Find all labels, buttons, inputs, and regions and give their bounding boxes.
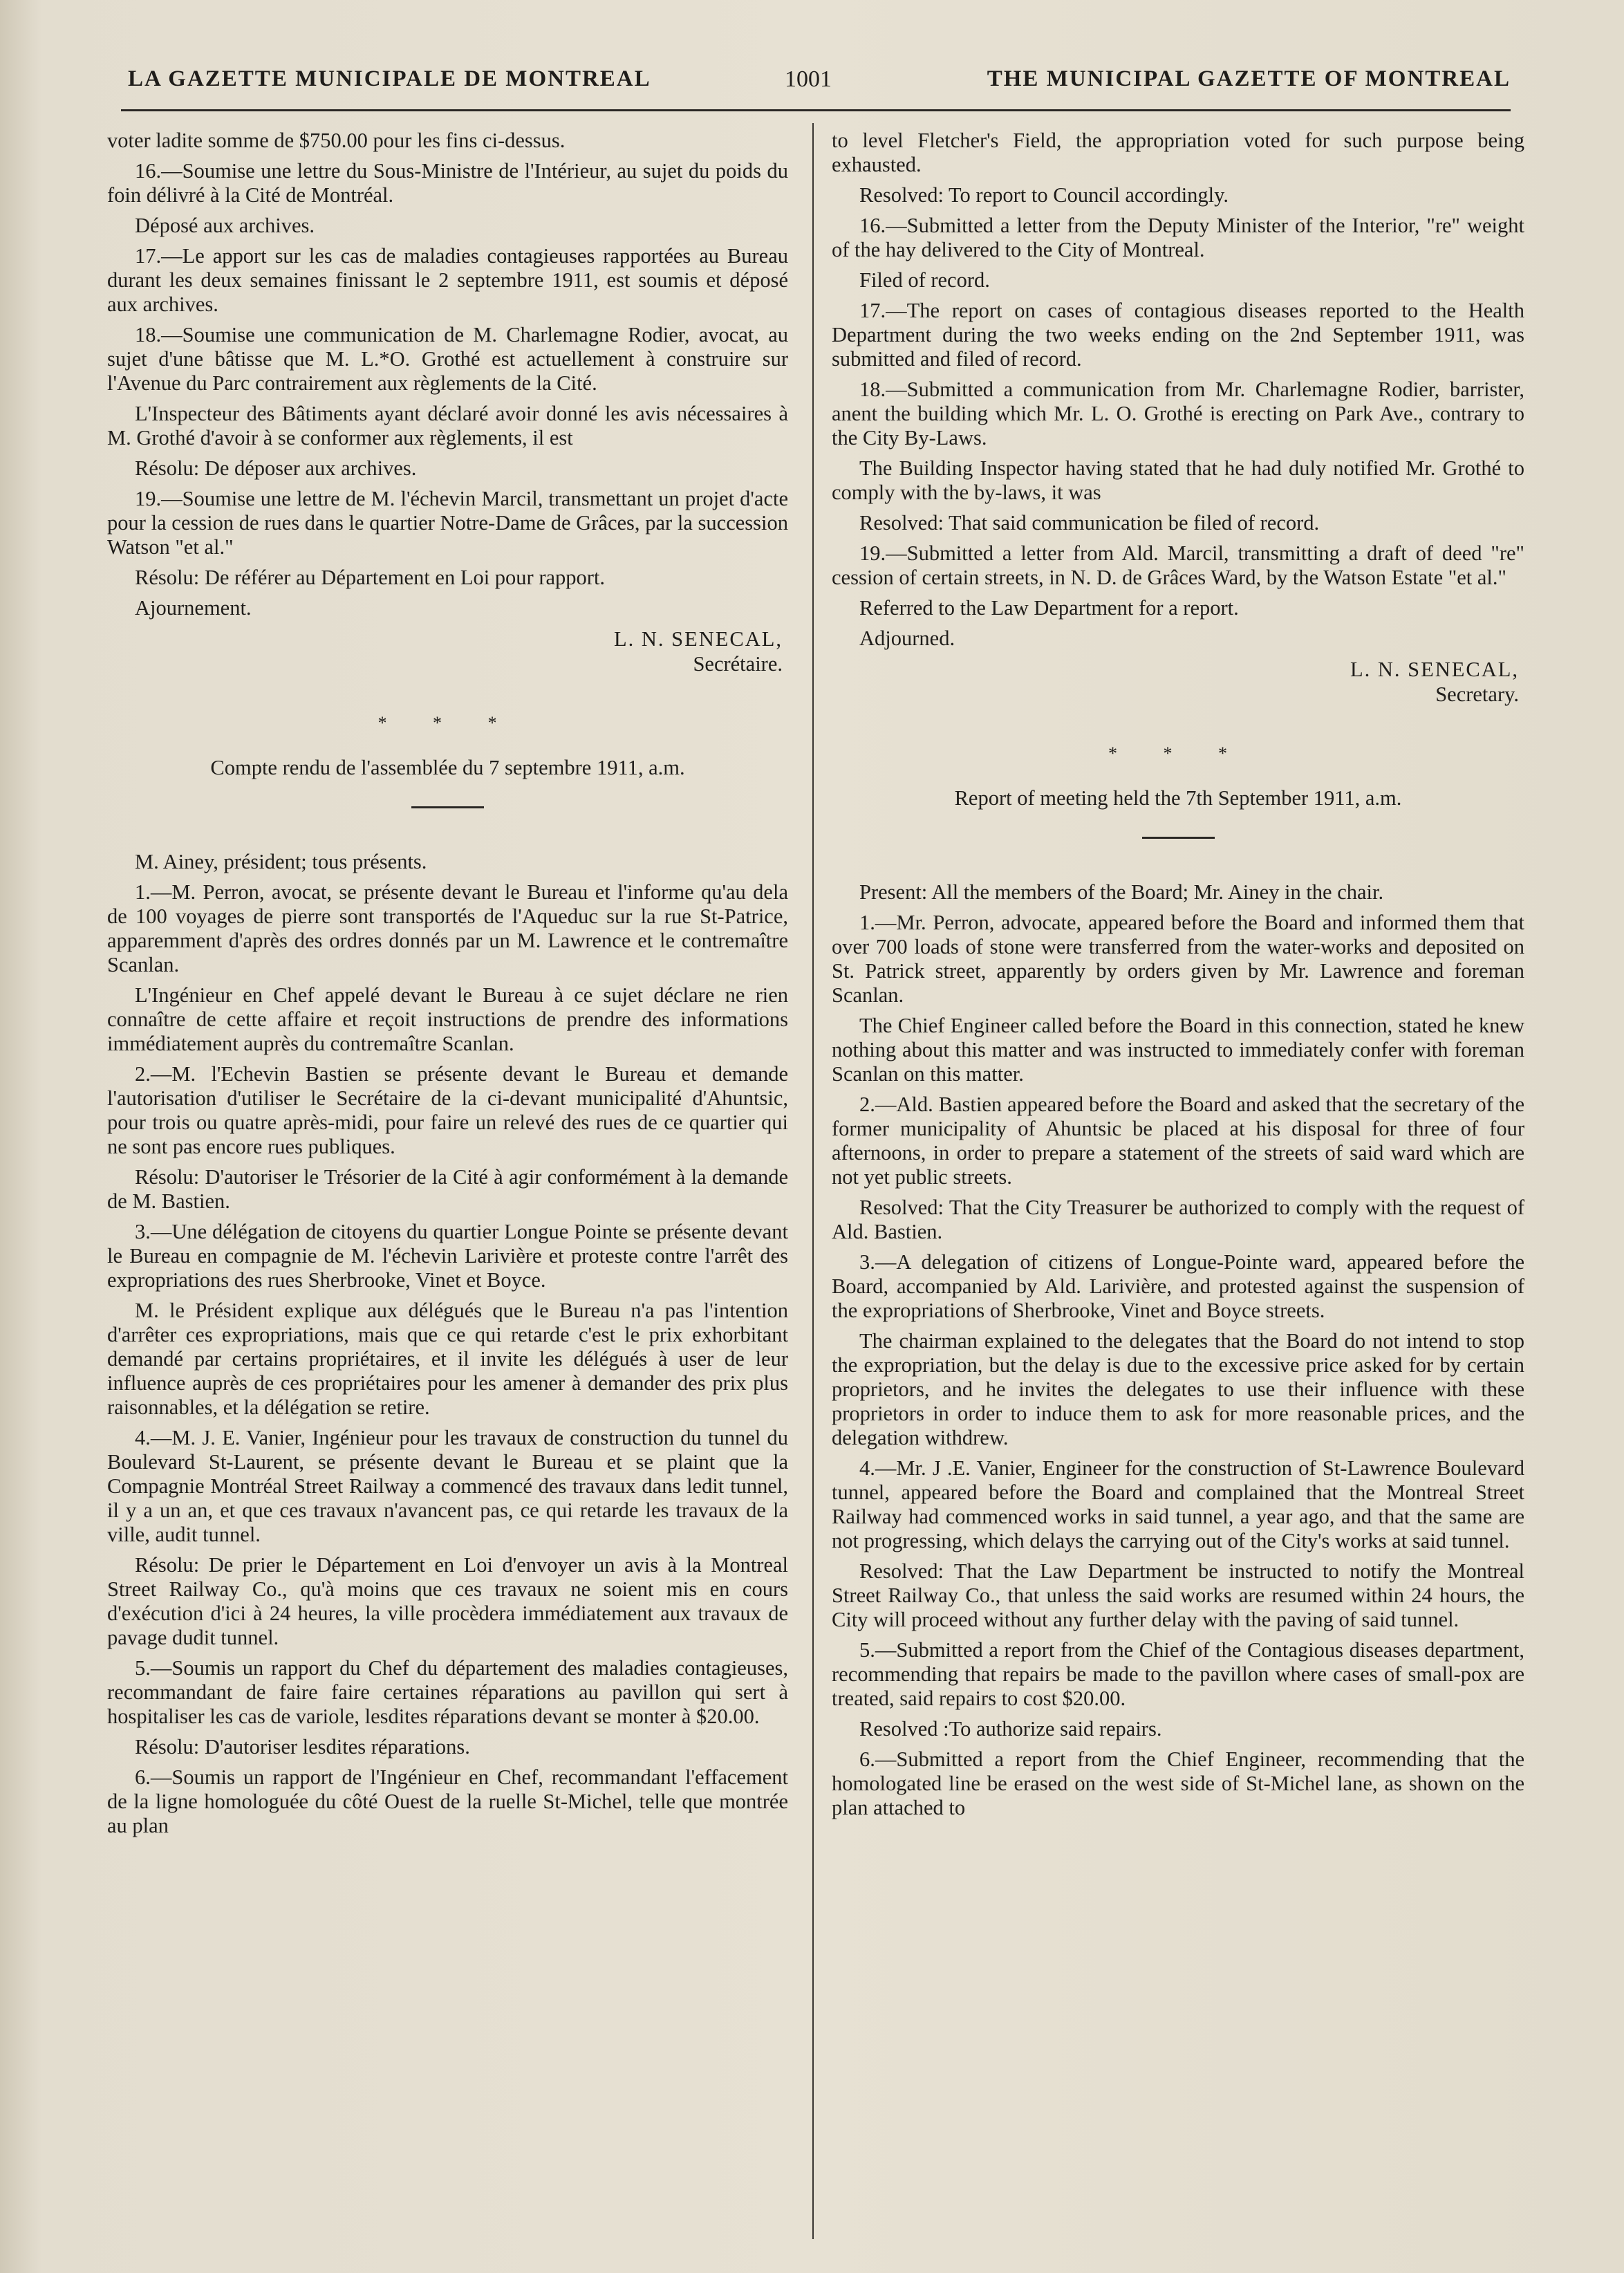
signature-title: Secretary. (1435, 683, 1519, 706)
column-divider (812, 123, 814, 2239)
paragraph: to level Fletcher's Field, the appropriation voted for such purpose being exhausted. (832, 129, 1524, 176)
paragraph: Résolu: De référer au Département en Loi pour rapport. (135, 566, 606, 589)
paragraph: 1.—Mr. Perron, advocate, appeared before the Board and informed them that over 700 loads of stone were transferred from the water-works and deposited on St. Patrick street, apparently by orders given by Mr. Lawrence and foreman Scanlan. (832, 911, 1524, 1007)
paragraph: M. Ainey, président; tous présents. (135, 850, 427, 873)
paragraph: 6.—Soumis un rapport de l'Ingénieur en Chef, recommandant l'effacement de la ligne homologuée du côté Ouest de la ruelle St-Michel, telle que montrée au plan (107, 1765, 788, 1837)
paragraph: 16.—Soumise une lettre du Sous-Ministre de l'Intérieur, au sujet du poids du foin délivré à la Cité de Montréal. (107, 159, 788, 207)
signature-title: Secrétaire. (693, 652, 783, 676)
paragraph: voter ladite somme de $750.00 pour les fins ci-dessus. (107, 129, 566, 152)
signature-block (107, 627, 783, 676)
paragraph: 6.—Submitted a report from the Chief Engineer, recommending that the homologated line be erased on the west side of St-Michel lane, as shown on the plan attached to (832, 1747, 1524, 1819)
paragraph: 18.—Soumise une communication de M. Charlemagne Rodier, avocat, au sujet d'une bâtisse que M. L.*O. Grothé est actuellement à construire sur l'Avenue du Parc contrairement aux règlements de la Cité. (107, 323, 788, 395)
paragraph: 2.—M. l'Echevin Bastien se présente devant le Bureau et demande l'autorisation d'utiliser le Secrétaire de la ci-devant municipalité d'Ahuntsic, pour trois ou quatre après-midi, pour faire un relevé des rues de ce quartier qui ne sont pas encore rues publiques. (107, 1062, 788, 1158)
paragraph: Adjourned. (859, 627, 955, 650)
paragraph: M. le Président explique aux délégués que le Bureau n'a pas l'intention d'arrêter ces expropriations, mais que ce qui retarde c'est le prix exhorbitant demandé par certains propriétaires, et il invite les délégués à user de leur influence auprès de ces propriétaires pour les amener à demander des prix plus raisonnables, et la délégation se retire. (107, 1299, 788, 1419)
section-stars: * * * (377, 713, 518, 733)
section-rule (411, 806, 484, 808)
paragraph: Filed of record. (859, 268, 990, 292)
paragraph: Déposé aux archives. (135, 214, 315, 237)
paragraph: 3.—A delegation of citizens of Longue-Pointe ward, appeared before the Board, accompanied by Ald. Larivière, and protested against the suspension of the expropriations of Sherbrooke, Vinet and Boyce streets. (832, 1250, 1524, 1322)
paragraph: The Chief Engineer called before the Board in this connection, stated he knew nothing about this matter and was instructed to immediately confer with foreman Scanlan on this matter. (832, 1014, 1524, 1086)
paragraph: 5.—Soumis un rapport du Chef du département des maladies contagieuses, recommandant de faire faire certaines réparations au pavillon qui sert à hospitaliser les cas de variole, lesdites réparations devant se monter à $20.00. (107, 1656, 788, 1728)
paragraph: 2.—Ald. Bastien appeared before the Board and asked that the secretary of the former municipality of Ahuntsic be placed at his disposal for three of four afternoons, in order to prepare a statement of the streets of said ward which are not yet public streets. (832, 1093, 1524, 1189)
header-english-title: THE MUNICIPAL GAZETTE OF MONTREAL (987, 66, 1511, 91)
page-header (121, 61, 1511, 116)
paragraph: Resolved: That said communication be filed of record. (859, 511, 1320, 535)
paragraph: Résolu: De prier le Département en Loi d'envoyer un avis à la Montreal Street Railway Co., qu'à moins que ces travaux ne soient mis en cours d'exécution d'ici à 24 heures, la ville procèdera immédiatement aux travaux de pavage dudit tunnel. (107, 1553, 788, 1649)
section-stars: * * * (1108, 743, 1248, 763)
paragraph: Referred to the Law Department for a report. (859, 596, 1239, 620)
meeting-title: Compte rendu de l'assemblée du 7 septembre 1911, a.m. (210, 756, 685, 779)
paragraph: Résolu: D'autoriser le Trésorier de la Cité à agir conformément à la demande de M. Bastien. (107, 1165, 788, 1213)
paragraph: L'Inspecteur des Bâtiments ayant déclaré avoir donné les avis nécessaires à M. Grothé d'avoir à se conformer aux règlements, il est (107, 402, 788, 449)
paragraph: The chairman explained to the delegates that the Board do not intend to stop the expropriation, but the delay is due to the excessive price asked for by certain proprietors, and he invites the delegates to use their influence with these proprietors in order to induce them to ask for more reasonable prices, and the delegation withdrew. (832, 1329, 1524, 1449)
header-french-title: LA GAZETTE MUNICIPALE DE MONTREAL (128, 66, 651, 91)
meeting-title: Report of meeting held the 7th September 1911, a.m. (954, 786, 1402, 810)
signature-name: L. N. SENECAL, (613, 627, 783, 651)
header-rule (121, 109, 1511, 111)
paragraph: Résolu: De déposer aux archives. (135, 456, 417, 480)
page-number: 1001 (785, 66, 832, 92)
english-column (832, 129, 1524, 1826)
paragraph: 4.—M. J. E. Vanier, Ingénieur pour les travaux de construction du tunnel du Boulevard St-Laurent, se présente devant le Bureau et se plaint que la Compagnie Montréal Street Railway a commencé des travaux dans ledit tunnel, il y a un an, et que ces travaux n'avancent pas, ce qui retarde les travaux de la ville, audit tunnel. (107, 1426, 788, 1546)
paragraph: 16.—Submitted a letter from the Deputy Minister of the Interior, "re" weight of the hay delivered to the City of Montreal. (832, 214, 1524, 261)
paragraph: The Building Inspector having stated that he had duly notified Mr. Grothé to comply with the by-laws, it was (832, 456, 1524, 504)
paragraph: 17.—Le apport sur les cas de maladies contagieuses rapportées au Bureau durant les deux semaines finissant le 2 septembre 1911, est soumis et déposé aux archives. (107, 244, 788, 316)
paragraph: 4.—Mr. J .E. Vanier, Engineer for the construction of St-Lawrence Boulevard tunnel, appeared before the Board and complained that the Montreal Street Railway had commenced works in said tunnel, a year ago, and that the same are not progressing, which delays the carrying out of the City's works at said tunnel. (832, 1456, 1524, 1552)
paragraph: Ajournement. (135, 596, 252, 620)
paragraph: 5.—Submitted a report from the Chief of the Contagious diseases department, recommending that repairs be made to the pavillon where cases of small-pox are treated, said repairs to cost $20.00. (832, 1638, 1524, 1710)
section-rule (1142, 837, 1215, 839)
paragraph: 17.—The report on cases of contagious diseases reported to the Health Department during the two weeks ending on the 2nd September 1911, was submitted and filed of record. (832, 299, 1524, 371)
french-column (107, 129, 788, 1844)
paragraph: Present: All the members of the Board; Mr. Ainey in the chair. (859, 880, 1384, 904)
paragraph: 19.—Soumise une lettre de M. l'échevin Marcil, transmettant un projet d'acte pour la cession de rues dans le quartier Notre-Dame de Grâces, par la succession Watson "et al." (107, 487, 788, 559)
paragraph: 1.—M. Perron, avocat, se présente devant le Bureau et l'informe qu'au dela de 100 voyages de pierre sont transportés de l'Aqueduc sur la rue St-Patrice, apparemment d'après des ordres donnés par un M. Lawrence et le contremaître Scanlan. (107, 880, 788, 976)
paragraph: 19.—Submitted a letter from Ald. Marcil, transmitting a draft of deed "re" cession of certain streets, in N. D. de Grâces Ward, by the Watson Estate "et al." (832, 541, 1524, 589)
signature-name: L. N. SENECAL, (1350, 658, 1519, 681)
paragraph: Resolved: That the Law Department be instructed to notify the Montreal Street Railway Co., that unless the said works are resumed within 24 hours, the City will proceed without any further delay with the paving of said tunnel. (832, 1559, 1524, 1631)
paragraph: Resolved: To report to Council accordingly. (859, 183, 1229, 207)
paragraph: Resolved :To authorize said repairs. (859, 1717, 1162, 1741)
signature-block (832, 657, 1519, 707)
paragraph: 3.—Une délégation de citoyens du quartier Longue Pointe se présente devant le Bureau en compagnie de M. l'échevin Larivière et proteste contre l'arrêt des expropriations des rues Sherbrooke, Vinet et Boyce. (107, 1220, 788, 1292)
paragraph: 18.—Submitted a communication from Mr. Charlemagne Rodier, barrister, anent the building which Mr. L. O. Grothé is erecting on Park Ave., contrary to the City By-Laws. (832, 378, 1524, 449)
paragraph: L'Ingénieur en Chef appelé devant le Bureau à ce sujet déclare ne rien connaître de cette affaire et reçoit instructions de prendre des informations immédiatement auprès du contremaître Scanlan. (107, 983, 788, 1055)
paragraph: Résolu: D'autoriser lesdites réparations. (135, 1735, 470, 1759)
paragraph: Resolved: That the City Treasurer be authorized to comply with the request of Ald. Bastien. (832, 1196, 1524, 1243)
